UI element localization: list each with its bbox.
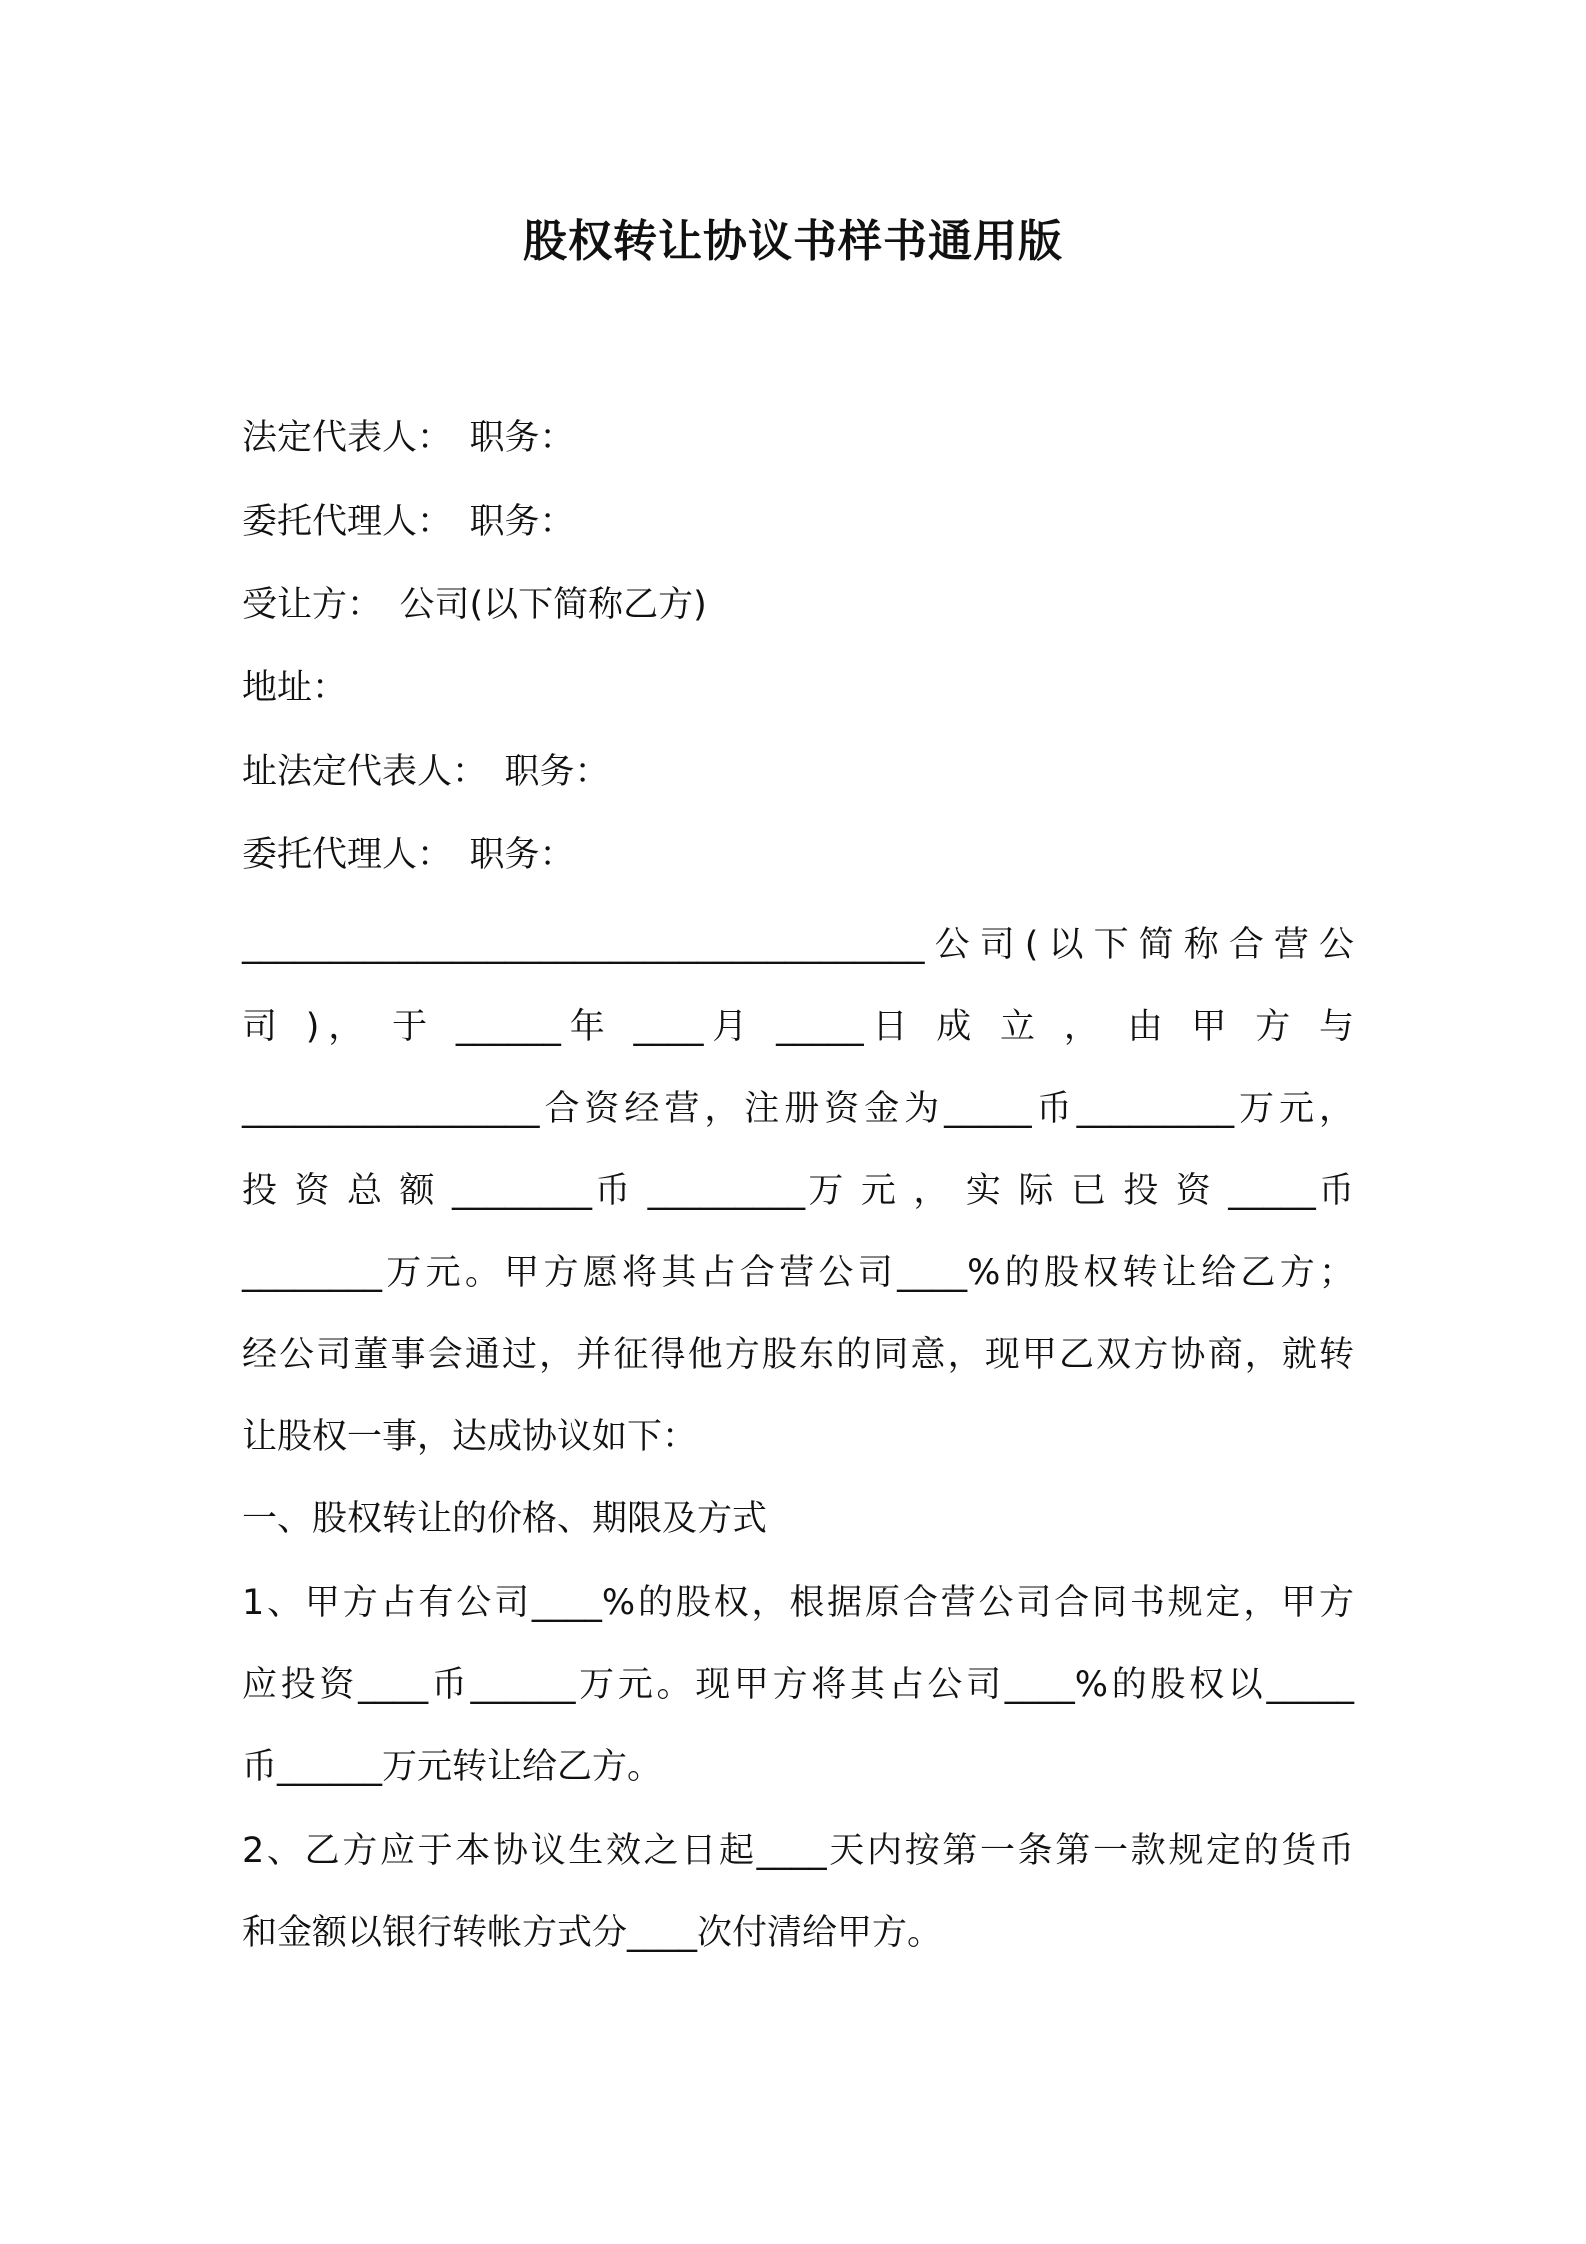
text-line-legal-rep-2: 址法定代表人： 职务： (242, 752, 610, 792)
paragraph-line: 经公司董事会通过，并征得他方股东的同意，现甲乙双方协商，就转 (242, 1335, 1354, 1375)
text-line-transferee: 受让方： 公司(以下简称乙方) (242, 585, 707, 625)
clause-line: 1、甲方占有公司____%的股权，根据原合营公司合同书规定，甲方 (242, 1583, 1354, 1623)
clause-line: 2、乙方应于本协议生效之日起____天内按第一条第一款规定的货币 (242, 1831, 1354, 1871)
paragraph-line: 让股权一事，达成协议如下： (242, 1417, 698, 1457)
document-title: 股权转让协议书样书通用版 (523, 216, 1063, 267)
text-line-address: 地址： (242, 668, 348, 708)
clause-line: 应投资____币______万元。现甲方将其占公司____%的股权以_____ (242, 1665, 1354, 1705)
text-line-agent-1: 委托代理人： 职务： (242, 502, 575, 542)
clause-line: 和金额以银行转帐方式分____次付清给甲方。 (242, 1913, 943, 1953)
section-heading: 一、股权转让的价格、期限及方式 (242, 1499, 768, 1539)
clause-line: 币______万元转让给乙方。 (242, 1747, 663, 1787)
text-line-legal-rep-1: 法定代表人： 职务： (242, 418, 575, 458)
text-line-agent-2: 委托代理人： 职务： (242, 835, 575, 875)
paragraph-line: 投 资 总 额 ________币 _________万 元 ， 实 际 已 投 资 _____币 (242, 1171, 1354, 1211)
paragraph-line: ________万元。甲方愿将其占合营公司____%的股权转让给乙方； (242, 1253, 1354, 1293)
paragraph-line: 司 )， 于 ______年 ____月 _____日 成 立 ， 由 甲 方 与 (242, 1007, 1354, 1047)
paragraph-line: _______________________________________公司(以下简称合营公 (242, 925, 1354, 965)
paragraph-line: _________________合资经营，注册资金为_____币_________万元， (242, 1089, 1354, 1129)
